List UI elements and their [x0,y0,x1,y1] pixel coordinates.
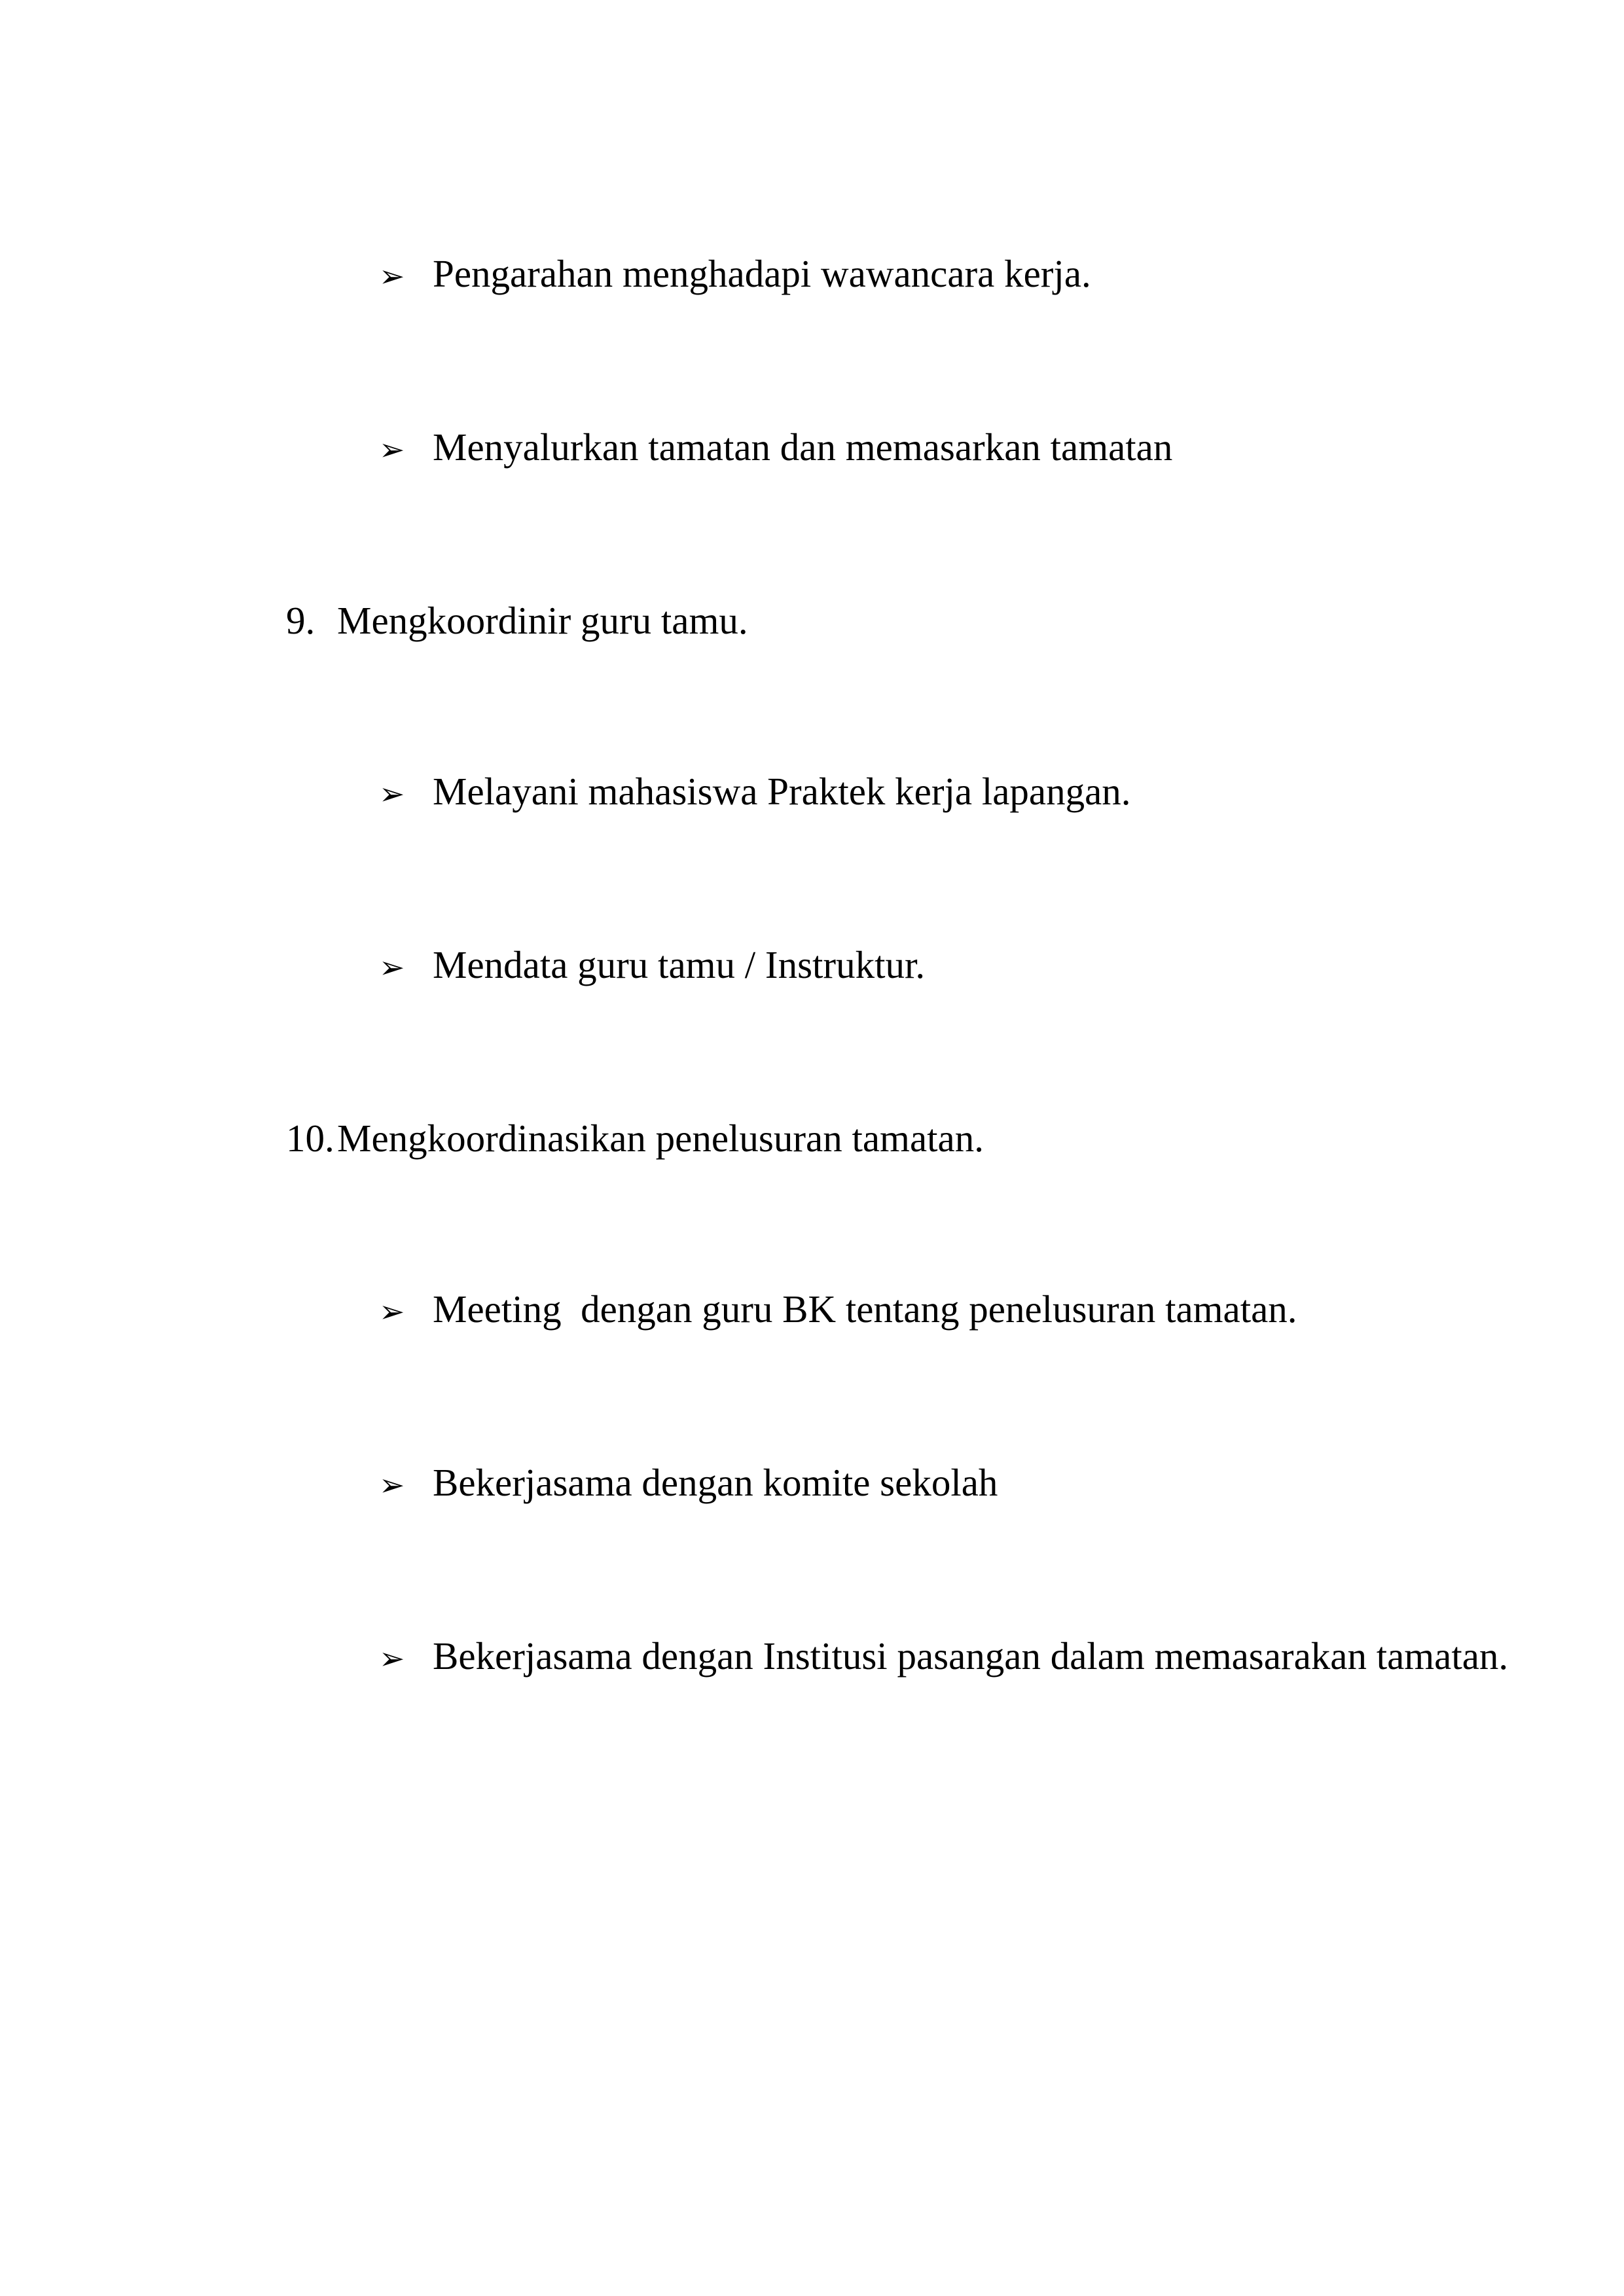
list-item-text: Mengkoordinasikan penelusuran tamatan. [337,1117,984,1160]
list-item-text: Pengarahan menghadapi wawancara kerja. [433,252,1091,295]
list-item [0,1053,1624,1224]
list-item-text: Bekerjasama dengan Institusi pasangan dalam memasarakan tamatan. [433,1634,1509,1677]
bullet-arrow-icon: ➢ [379,432,405,468]
bullet-arrow-icon: ➢ [379,776,405,812]
list-item [0,188,1624,362]
list-number: 9. [286,599,316,642]
list-item [0,1224,1624,1397]
list-item-text: Bekerjasama dengan komite sekolah [433,1461,998,1504]
list-item [0,880,1624,1053]
list-item [0,1397,1624,1571]
list-item [0,535,1624,706]
bullet-arrow-icon: ➢ [379,259,405,295]
list-item-text: Menyalurkan tamatan dan memasarkan tamatan [433,425,1173,469]
bullet-arrow-icon: ➢ [379,1294,405,1330]
list-item [0,706,1624,880]
list-item-text: Melayani mahasiswa Praktek kerja lapangan. [433,770,1131,813]
list-item [0,1571,1624,1744]
bullet-arrow-icon: ➢ [379,1641,405,1677]
list-number: 10. [286,1117,334,1160]
list-item-text: Mengkoordinir guru tamu. [337,599,748,642]
list-item-text: Meeting dengan guru BK tentang penelusuran tamatan. [433,1287,1297,1331]
bullet-arrow-icon: ➢ [379,1467,405,1503]
list-item-text: Mendata guru tamu / Instruktur. [433,943,926,986]
list-item [0,362,1624,535]
bullet-arrow-icon: ➢ [379,950,405,986]
